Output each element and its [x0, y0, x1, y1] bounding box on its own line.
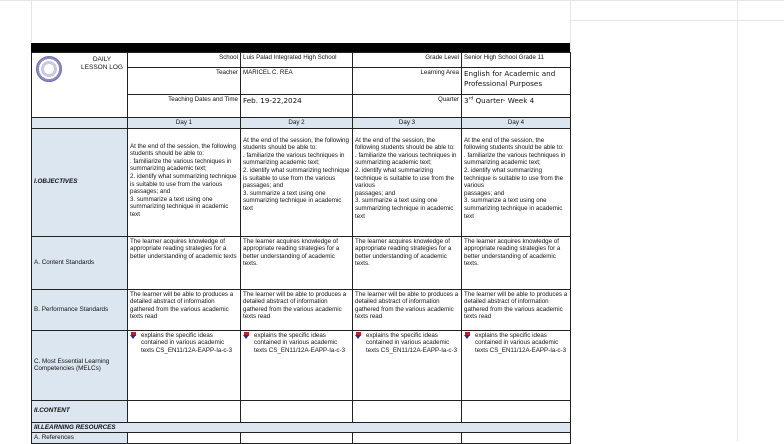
objectives-day-2: At the end of the session, the following students should be able to: . familiarize the various techniques in summarizing academic text; 2. identify what summarizing technique is suitable to use from the various passages; and 3. summarize a text using one summarizing technique in academic text — [241, 128, 353, 236]
learning-resources-label: III.LEARNING RESOURCES — [32, 422, 571, 433]
references-day-1 — [128, 433, 241, 444]
content-standards-day-1: The learner acquires knowledge of appropriate reading strategies for a better understanding of academic texts — [128, 236, 241, 289]
references-day-3 — [353, 433, 462, 444]
dates-value: Feb. 19-22,2024 — [241, 94, 353, 117]
bullet-icon — [243, 332, 251, 340]
gridline — [31, 0, 32, 43]
references-day-4 — [462, 433, 571, 444]
school-value: Luis Palad Integrated High School — [241, 53, 353, 68]
melc-text: explains the specific ideas contained in various academic texts CS_EN11/12A-EAPP-Ia-c-3 — [141, 331, 233, 354]
performance-standards-day-1: The learner will be able to produces a detailed abstract of information gathered from the various academic texts read — [128, 289, 241, 330]
references-label: A. References — [32, 433, 128, 444]
melc-text: explains the specific ideas contained in various academic texts CS_EN11/12A-EAPP-Ia-c-3 — [475, 331, 567, 354]
day-header-blank — [32, 118, 128, 129]
quarter-suffix: rd — [468, 96, 474, 102]
references-day-2 — [241, 433, 353, 444]
content-day-1 — [128, 400, 241, 422]
quarter-week: Quarter- Week 4 — [473, 95, 535, 105]
content-day-3 — [353, 400, 462, 422]
objectives-day-3: At the end of the session, the following students should be able to: . familiarize the various techniques in summarizing academic text; 2. identify what summarizing technique is suitable to use from the various passages; and 3. summarize a text using one summarizing technique in academic text — [353, 128, 462, 236]
content-standards-label: A. Content Standards — [32, 236, 128, 289]
melc-text: explains the specific ideas contained in various academic texts CS_EN11/12A-EAPP-Ia-c-3 — [254, 331, 346, 354]
quarter-label: Quarter — [353, 94, 462, 117]
bullet-icon — [355, 332, 363, 340]
quarter-number: 3 — [464, 95, 469, 105]
title-line-1: DAILY — [92, 56, 112, 63]
title-line-2: LESSON LOG — [81, 64, 123, 71]
day-header-4: Day 4 — [462, 118, 571, 129]
day-header-1: Day 1 — [128, 118, 241, 129]
logo-title-cell — [32, 53, 128, 118]
content-day-2 — [241, 400, 353, 422]
day-header-3: Day 3 — [353, 118, 462, 129]
melcs-label: C. Most Essential Learning Competencies (MELCs) — [32, 330, 128, 400]
melcs-day-2 — [241, 330, 353, 400]
gridline — [570, 20, 784, 21]
content-standards-day-3: The learner acquires knowledge of appropriate reading strategies for a better understanding of academic texts. — [353, 236, 462, 289]
performance-standards-day-4: The learner will be able to produces a detailed abstract of information gathered from the various academic texts read — [462, 289, 571, 330]
performance-standards-day-2: The learner will be able to produces a detailed abstract of information gathered from the various academic texts read — [241, 289, 353, 330]
melcs-day-3 — [353, 330, 462, 400]
teacher-label: Teacher — [128, 67, 241, 94]
area-value: English for Academic and Professional Purposes — [462, 67, 571, 94]
objectives-day-1: At the end of the session, the following students should be able to: . familiarize the various techniques in summarizing academic text; 2. identify what summarizing technique is suitable to use from the various passages; and 3. summarize a text using one summarizing technique in academic text — [128, 128, 241, 236]
school-label: School — [128, 53, 241, 68]
content-standards-day-2: The learner acquires knowledge of appropriate reading strategies for a better understanding of academic texts. — [241, 236, 353, 289]
content-label: II.CONTENT — [32, 400, 128, 422]
objectives-day-4: At the end of the session, the following students should be able to: . familiarize the various techniques in summarizing academic text; 2. identify what summarizing technique is suitable to use from the various passages; and 3. summarize a text using one summarizing technique in academic text — [462, 128, 571, 236]
grade-value: Senior High School Grade 11 — [462, 53, 571, 68]
content-standards-day-4: The learner acquires knowledge of appropriate reading strategies for a better understanding of academic texts. — [462, 236, 571, 289]
area-label: Learning Area — [353, 67, 462, 94]
daily-lesson-log-table — [31, 52, 571, 444]
deped-seal-icon — [36, 56, 62, 82]
header-bar — [31, 43, 570, 52]
dll-title — [72, 56, 128, 72]
day-header-2: Day 2 — [241, 118, 353, 129]
melcs-day-4 — [462, 330, 571, 400]
quarter-value — [462, 94, 571, 117]
gridline — [0, 0, 784, 1]
teacher-value: MARICEL C. REA — [241, 67, 353, 94]
performance-standards-day-3: The learner will be able to produces a detailed abstract of information gathered from the various academic texts read — [353, 289, 462, 330]
melc-text: explains the specific ideas contained in various academic texts CS_EN11/12A-EAPP-Ia-c-3 — [366, 331, 458, 354]
bullet-icon — [130, 332, 138, 340]
gridline — [737, 0, 738, 441]
grade-label: Grade Level — [353, 53, 462, 68]
performance-standards-label: B. Performance Standards — [32, 289, 128, 330]
objectives-label: I.OBJECTIVES — [32, 128, 128, 236]
melcs-day-1 — [128, 330, 241, 400]
dates-label: Teaching Dates and Time — [128, 94, 241, 117]
content-day-4 — [462, 400, 571, 422]
bullet-icon — [464, 332, 472, 340]
